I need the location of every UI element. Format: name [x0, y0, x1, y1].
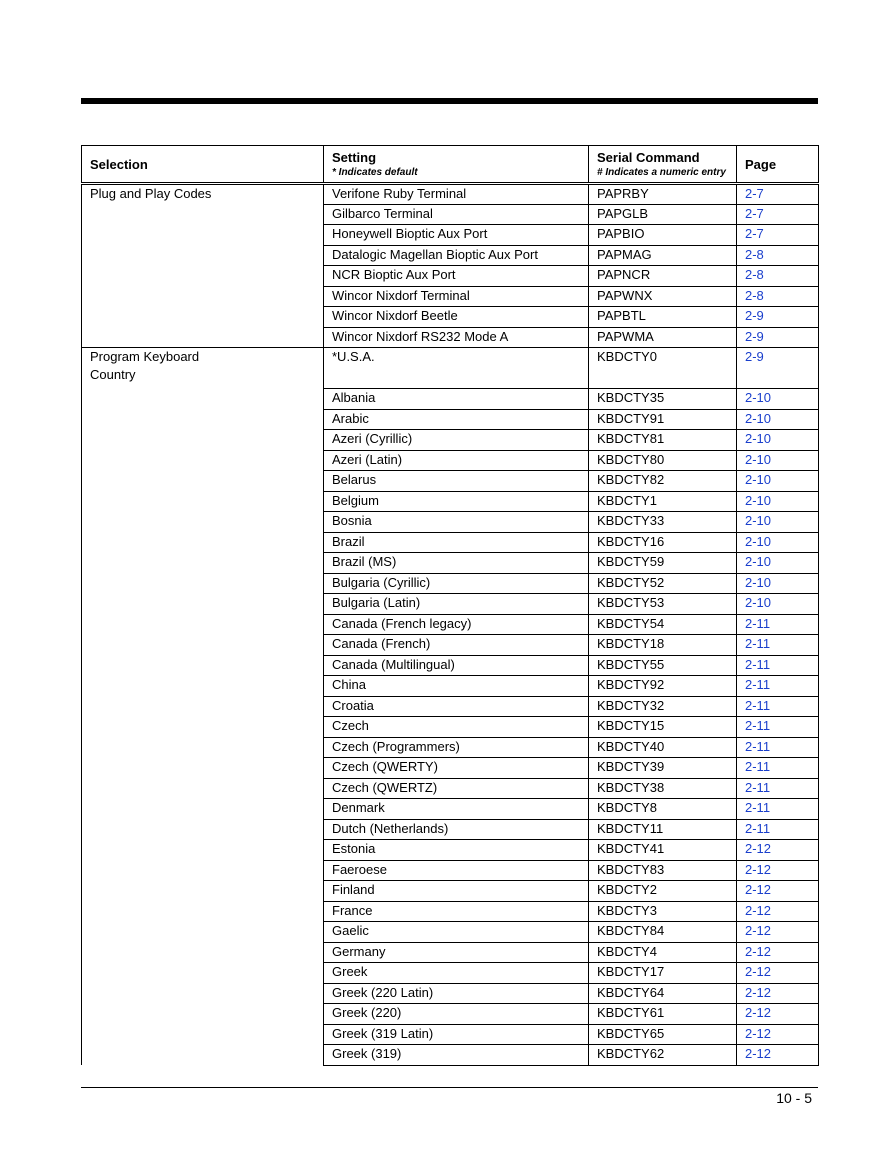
setting-cell: Belgium [324, 491, 589, 512]
table-row [82, 327, 819, 348]
command-cell: KBDCTY53 [589, 594, 737, 615]
setting-cell: Wincor Nixdorf RS232 Mode A [324, 327, 589, 348]
table-row [82, 922, 819, 943]
page-link[interactable]: 2-11 [737, 676, 819, 697]
setting-cell: Faeroese [324, 860, 589, 881]
command-cell: KBDCTY4 [589, 942, 737, 963]
setting-cell: Bulgaria (Latin) [324, 594, 589, 615]
table-body [82, 184, 819, 1066]
command-cell: KBDCTY61 [589, 1004, 737, 1025]
page-link[interactable]: 2-11 [737, 614, 819, 635]
page-link[interactable]: 2-10 [737, 512, 819, 533]
command-cell: KBDCTY15 [589, 717, 737, 738]
selection-cell [82, 307, 324, 328]
command-cell: PAPBIO [589, 225, 737, 246]
table-row [82, 184, 819, 205]
command-cell: KBDCTY11 [589, 819, 737, 840]
setting-cell: Azeri (Cyrillic) [324, 430, 589, 451]
command-cell: KBDCTY33 [589, 512, 737, 533]
setting-cell: Datalogic Magellan Bioptic Aux Port [324, 245, 589, 266]
command-cell: PAPMAG [589, 245, 737, 266]
selection-cell [82, 922, 324, 943]
command-cell: KBDCTY35 [589, 389, 737, 410]
setting-cell: Greek (319) [324, 1045, 589, 1066]
selection-cell [82, 491, 324, 512]
table-row [82, 717, 819, 738]
selection-cell [82, 778, 324, 799]
settings-table-wrapper [81, 145, 818, 1066]
selection-cell [82, 758, 324, 779]
selection-cell [82, 389, 324, 410]
table-row [82, 348, 819, 389]
command-cell: KBDCTY81 [589, 430, 737, 451]
table-row [82, 512, 819, 533]
selection-cell [82, 409, 324, 430]
page-link[interactable]: 2-7 [737, 184, 819, 205]
page-link[interactable]: 2-9 [737, 327, 819, 348]
setting-cell: Wincor Nixdorf Terminal [324, 286, 589, 307]
settings-table [81, 145, 819, 1066]
page-link[interactable]: 2-11 [737, 737, 819, 758]
selection-cell [82, 901, 324, 922]
page-link[interactable]: 2-12 [737, 1004, 819, 1025]
setting-cell: France [324, 901, 589, 922]
selection-cell [82, 450, 324, 471]
table-row [82, 778, 819, 799]
page-link[interactable]: 2-8 [737, 266, 819, 287]
table-row [82, 266, 819, 287]
page-link[interactable]: 2-12 [737, 1024, 819, 1045]
setting-cell: Germany [324, 942, 589, 963]
setting-cell: Honeywell Bioptic Aux Port [324, 225, 589, 246]
setting-cell: Azeri (Latin) [324, 450, 589, 471]
selection-cell [82, 553, 324, 574]
selection-cell [82, 245, 324, 266]
page-link[interactable]: 2-10 [737, 471, 819, 492]
setting-cell: Arabic [324, 409, 589, 430]
command-cell: KBDCTY55 [589, 655, 737, 676]
page-link[interactable]: 2-12 [737, 1045, 819, 1066]
command-cell: KBDCTY83 [589, 860, 737, 881]
table-row [82, 553, 819, 574]
table-row [82, 1045, 819, 1066]
selection-cell [82, 655, 324, 676]
table-row [82, 614, 819, 635]
page-link[interactable]: 2-8 [737, 245, 819, 266]
page-link[interactable]: 2-10 [737, 594, 819, 615]
table-row [82, 594, 819, 615]
selection-cell [82, 614, 324, 635]
selection-cell [82, 860, 324, 881]
selection-cell [82, 1004, 324, 1025]
header-page-label: Page [745, 156, 777, 172]
command-cell: KBDCTY2 [589, 881, 737, 902]
header-selection [82, 146, 324, 184]
setting-cell: Czech [324, 717, 589, 738]
selection-cell [82, 471, 324, 492]
command-cell: PAPNCR [589, 266, 737, 287]
setting-cell: Wincor Nixdorf Beetle [324, 307, 589, 328]
selection-cell [82, 266, 324, 287]
page-link[interactable]: 2-11 [737, 758, 819, 779]
page-link[interactable]: 2-9 [737, 307, 819, 328]
page-link[interactable]: 2-11 [737, 635, 819, 656]
selection-cell [82, 799, 324, 820]
command-cell: KBDCTY41 [589, 840, 737, 861]
command-cell: KBDCTY0 [589, 348, 737, 389]
selection-cell [82, 676, 324, 697]
selection-label-line1: Program Keyboard [90, 349, 200, 364]
table-row [82, 307, 819, 328]
command-cell: KBDCTY59 [589, 553, 737, 574]
page-link[interactable]: 2-10 [737, 430, 819, 451]
page-link[interactable]: 2-8 [737, 286, 819, 307]
selection-cell [82, 286, 324, 307]
setting-cell: Verifone Ruby Terminal [324, 184, 589, 205]
setting-cell: Belarus [324, 471, 589, 492]
selection-cell [82, 635, 324, 656]
selection-cell [82, 942, 324, 963]
setting-cell: Canada (Multilingual) [324, 655, 589, 676]
page-link[interactable]: 2-10 [737, 450, 819, 471]
table-row [82, 696, 819, 717]
table-row [82, 1024, 819, 1045]
table-row [82, 901, 819, 922]
page-link[interactable]: 2-9 [737, 348, 819, 389]
table-row [82, 389, 819, 410]
selection-cell [82, 327, 324, 348]
page-link[interactable]: 2-11 [737, 717, 819, 738]
selection-cell [82, 512, 324, 533]
page-link[interactable]: 2-10 [737, 553, 819, 574]
setting-cell: Canada (French) [324, 635, 589, 656]
setting-cell: Albania [324, 389, 589, 410]
setting-cell: Gaelic [324, 922, 589, 943]
selection-cell [82, 204, 324, 225]
table-row [82, 860, 819, 881]
table-row [82, 573, 819, 594]
selection-cell [82, 184, 324, 205]
command-cell: KBDCTY82 [589, 471, 737, 492]
setting-cell: Dutch (Netherlands) [324, 819, 589, 840]
table-row [82, 983, 819, 1004]
selection-cell [82, 348, 324, 389]
table-row [82, 655, 819, 676]
header-selection-label: Selection [90, 156, 148, 172]
page-link[interactable]: 2-10 [737, 409, 819, 430]
command-cell: KBDCTY92 [589, 676, 737, 697]
table-row [82, 881, 819, 902]
command-cell: KBDCTY91 [589, 409, 737, 430]
page-link[interactable]: 2-11 [737, 799, 819, 820]
selection-cell [82, 983, 324, 1004]
setting-cell: Greek [324, 963, 589, 984]
command-cell: KBDCTY84 [589, 922, 737, 943]
table-row [82, 840, 819, 861]
page-link[interactable]: 2-12 [737, 922, 819, 943]
table-row [82, 819, 819, 840]
page-link[interactable]: 2-12 [737, 901, 819, 922]
setting-cell: Finland [324, 881, 589, 902]
setting-cell: Brazil [324, 532, 589, 553]
page-link[interactable]: 2-10 [737, 573, 819, 594]
selection-cell [82, 225, 324, 246]
page-link[interactable]: 2-12 [737, 840, 819, 861]
setting-cell: Denmark [324, 799, 589, 820]
selection-cell [82, 717, 324, 738]
selection-cell [82, 963, 324, 984]
command-cell: KBDCTY80 [589, 450, 737, 471]
command-cell: PAPRBY [589, 184, 737, 205]
setting-cell: Canada (French legacy) [324, 614, 589, 635]
table-row [82, 471, 819, 492]
setting-cell: *U.S.A. [324, 348, 589, 389]
selection-cell [82, 737, 324, 758]
header-serial-note: # Indicates a numeric entry [597, 167, 726, 178]
command-cell: KBDCTY38 [589, 778, 737, 799]
page-number: 10 - 5 [776, 1090, 812, 1106]
page-link[interactable]: 2-11 [737, 778, 819, 799]
selection-cell [82, 430, 324, 451]
table-row [82, 676, 819, 697]
table-row [82, 491, 819, 512]
table-row [82, 635, 819, 656]
command-cell: PAPWMA [589, 327, 737, 348]
table-row [82, 963, 819, 984]
command-cell: KBDCTY17 [589, 963, 737, 984]
setting-cell: Greek (319 Latin) [324, 1024, 589, 1045]
page-link[interactable]: 2-12 [737, 963, 819, 984]
table-row [82, 430, 819, 451]
selection-label: Plug and Play Codes [90, 186, 212, 201]
selection-cell [82, 573, 324, 594]
page-link[interactable]: 2-12 [737, 860, 819, 881]
command-cell: PAPBTL [589, 307, 737, 328]
command-cell: KBDCTY1 [589, 491, 737, 512]
table-row [82, 245, 819, 266]
header-setting [324, 146, 589, 184]
selection-cell [82, 1045, 324, 1066]
command-cell: KBDCTY39 [589, 758, 737, 779]
setting-cell: Greek (220) [324, 1004, 589, 1025]
selection-cell [82, 696, 324, 717]
setting-cell: Bulgaria (Cyrillic) [324, 573, 589, 594]
page-link[interactable]: 2-10 [737, 491, 819, 512]
header-serial-command-label: Serial Command [597, 150, 700, 165]
command-cell: PAPWNX [589, 286, 737, 307]
setting-cell: Brazil (MS) [324, 553, 589, 574]
selection-cell [82, 594, 324, 615]
header-serial-command [589, 146, 737, 184]
setting-cell: NCR Bioptic Aux Port [324, 266, 589, 287]
selection-cell [82, 840, 324, 861]
table-row [82, 450, 819, 471]
command-cell: KBDCTY62 [589, 1045, 737, 1066]
page-link[interactable]: 2-11 [737, 819, 819, 840]
table-row [82, 409, 819, 430]
command-cell: KBDCTY8 [589, 799, 737, 820]
page-link[interactable]: 2-10 [737, 532, 819, 553]
selection-cell [82, 881, 324, 902]
command-cell: KBDCTY65 [589, 1024, 737, 1045]
page-link[interactable]: 2-10 [737, 389, 819, 410]
bottom-rule [81, 1087, 818, 1088]
selection-label-line2: Country [90, 367, 136, 382]
page-link[interactable]: 2-12 [737, 942, 819, 963]
page-link[interactable]: 2-7 [737, 204, 819, 225]
page-link[interactable]: 2-7 [737, 225, 819, 246]
page-link[interactable]: 2-11 [737, 696, 819, 717]
header-page [737, 146, 819, 184]
table-row [82, 737, 819, 758]
setting-cell: Czech (Programmers) [324, 737, 589, 758]
command-cell: KBDCTY54 [589, 614, 737, 635]
top-rule [81, 98, 818, 104]
command-cell: KBDCTY52 [589, 573, 737, 594]
table-row [82, 532, 819, 553]
setting-cell: Croatia [324, 696, 589, 717]
setting-cell: China [324, 676, 589, 697]
table-header [82, 146, 819, 184]
table-row [82, 799, 819, 820]
selection-cell [82, 819, 324, 840]
page-link[interactable]: 2-12 [737, 983, 819, 1004]
command-cell: KBDCTY32 [589, 696, 737, 717]
selection-cell [82, 532, 324, 553]
header-setting-label: Setting [332, 150, 377, 165]
header-setting-note: * Indicates default [332, 167, 418, 178]
page-link[interactable]: 2-11 [737, 655, 819, 676]
table-row [82, 1004, 819, 1025]
setting-cell: Czech (QWERTZ) [324, 778, 589, 799]
setting-cell: Estonia [324, 840, 589, 861]
selection-cell [82, 1024, 324, 1045]
command-cell: KBDCTY40 [589, 737, 737, 758]
table-row [82, 204, 819, 225]
command-cell: KBDCTY16 [589, 532, 737, 553]
setting-cell: Gilbarco Terminal [324, 204, 589, 225]
setting-cell: Greek (220 Latin) [324, 983, 589, 1004]
command-cell: KBDCTY64 [589, 983, 737, 1004]
setting-cell: Bosnia [324, 512, 589, 533]
command-cell: KBDCTY3 [589, 901, 737, 922]
setting-cell: Czech (QWERTY) [324, 758, 589, 779]
command-cell: KBDCTY18 [589, 635, 737, 656]
page-link[interactable]: 2-12 [737, 881, 819, 902]
table-row [82, 225, 819, 246]
table-row [82, 942, 819, 963]
command-cell: PAPGLB [589, 204, 737, 225]
table-row [82, 758, 819, 779]
table-row [82, 286, 819, 307]
